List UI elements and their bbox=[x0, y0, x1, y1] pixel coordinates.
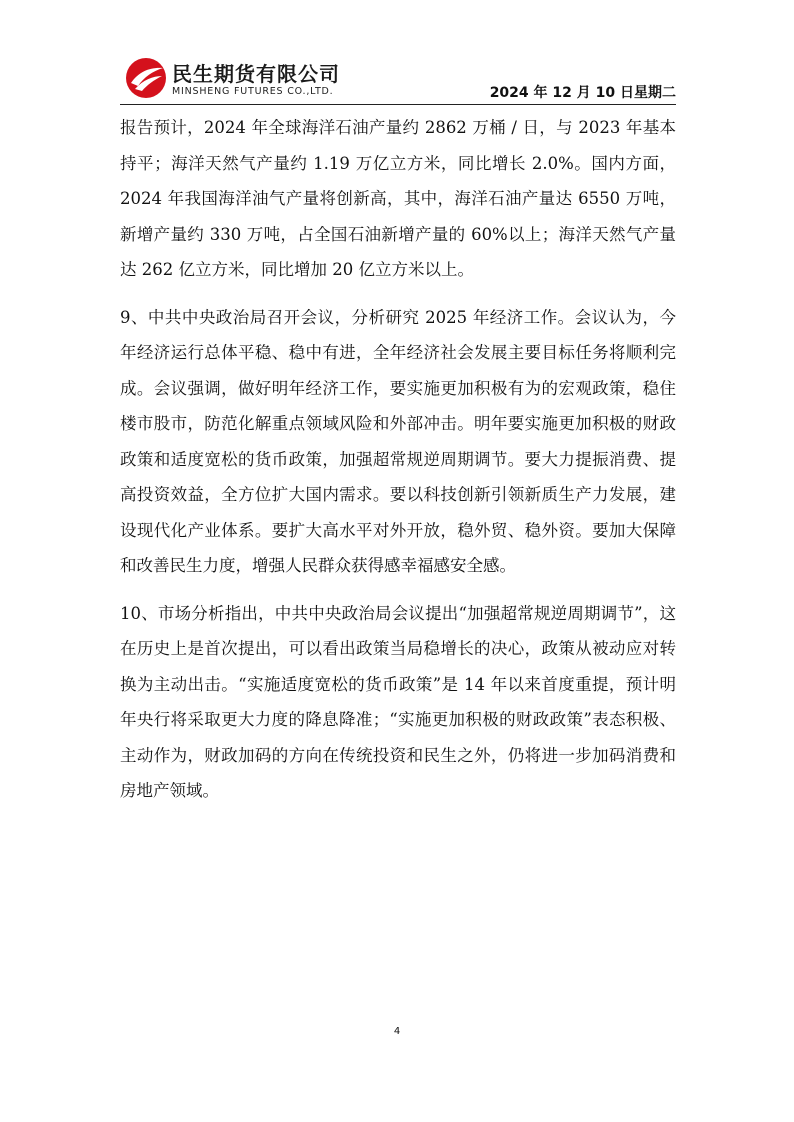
paragraph-ocean-oil-gas: 报告预计，2024 年全球海洋石油产量约 2862 万桶 / 日，与 2023 年基本持平；海洋天然气产量约 1.19 万亿立方米，同比增长 2.0%。国内方面，2024 年我国海洋油气产量将创新高，其中，海洋石油产量达 6550 万吨，新增产量约 330 万吨，占全国石油新增产量的 60%以上；海洋天然气产量达 262 亿立方米，同比增加 20 亿立方米以上。 bbox=[120, 118, 676, 279]
logo-chinese-name: 民生期货有限公司 bbox=[172, 62, 340, 86]
paragraph-market-analysis: 10、市场分析指出，中共中央政治局会议提出“加强超常规逆周期调节”，这在历史上是首次提出，可以看出政策当局稳增长的决心，政策从被动应对转换为主动出击。“实施适度宽松的货币政策”是 14 年以来首度重提，预计明年央行将采取更大力度的降息降准；“实施更加积极的财政政策”表态积极、主动作为，财政加码的方向在传统投资和民生之外，仍将进一步加码消费和房地产领域。 bbox=[120, 603, 676, 800]
company-logo bbox=[124, 56, 394, 102]
report-date: 2024 年 12 月 10 日星期二 bbox=[489, 85, 676, 101]
minsheng-logo-icon bbox=[124, 56, 168, 100]
logo-english-name: MINSHENG FUTURES CO.,LTD. bbox=[172, 86, 334, 97]
paragraph-politburo-meeting: 9、中共中央政治局召开会议，分析研究 2025 年经济工作。会议认为，今年经济运行总体平稳、稳中有进，全年经济社会发展主要目标任务将顺利完成。会议强调，做好明年经济工作，要实施更加积极有为的宏观政策，稳住楼市股市，防范化解重点领域风险和外部冲击。明年要实施更加积极的财政政策和适度宽松的货币政策，加强超常规逆周期调节。要大力提振消费、提高投资效益，全方位扩大国内需求。要以科技创新引领新质生产力发展，建设现代化产业体系。要扩大高水平对外开放，稳外贸、稳外资。要加大保障和改善民生力度，增强人民群众获得感幸福感安全感。 bbox=[120, 307, 676, 575]
page-header bbox=[120, 52, 676, 104]
page-number: 4 bbox=[393, 1026, 401, 1037]
document-body bbox=[120, 110, 676, 821]
header-divider bbox=[120, 104, 676, 105]
